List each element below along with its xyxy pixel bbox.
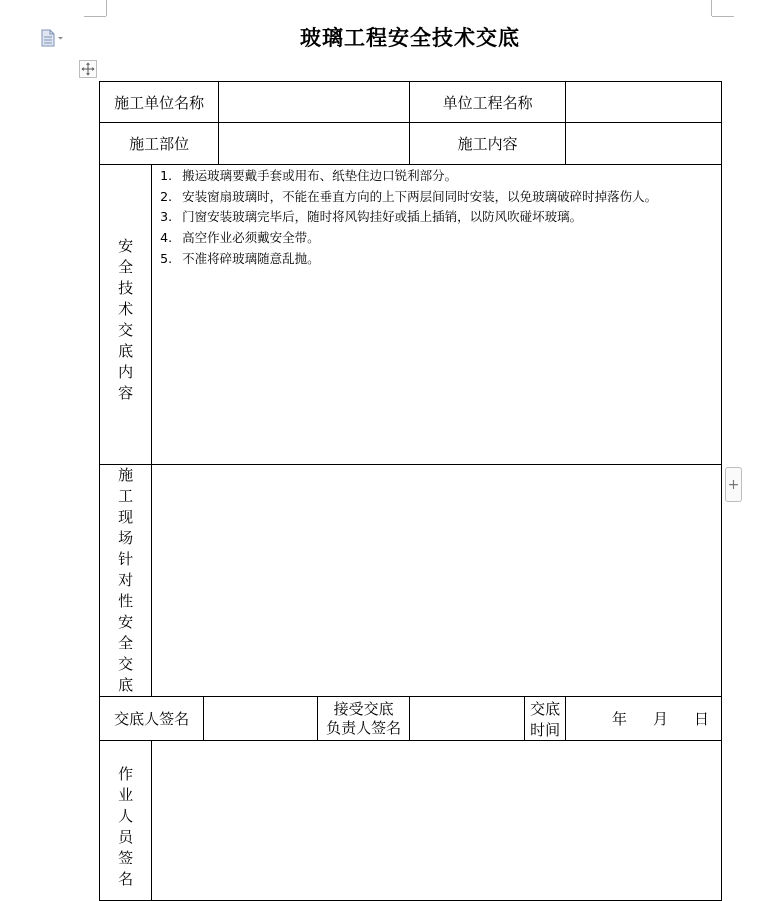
safety-item-number: 1. (160, 168, 173, 183)
safety-content-label (100, 165, 152, 465)
disclosure-time-label: 交底时间 (524, 697, 566, 741)
site-label-char: 工 (118, 487, 134, 505)
safety-item-number: 2. (160, 188, 173, 204)
safety-label-char: 术 (118, 299, 134, 318)
margin-corner-top-right-vertical (711, 0, 712, 16)
site-label-char: 针 (118, 550, 134, 568)
site-label-char: 场 (118, 529, 134, 547)
workers-label-char: 人 (118, 806, 134, 825)
year-label: 年 (611, 710, 627, 728)
site-label-char: 全 (118, 634, 134, 652)
safety-item-number: 5. (160, 250, 173, 266)
disclosure-date-field[interactable] (566, 697, 722, 741)
unit-name-field[interactable] (219, 82, 410, 123)
plus-icon: + (727, 476, 740, 493)
workers-label-char: 员 (118, 827, 134, 846)
safety-item (160, 187, 721, 208)
add-row-button[interactable] (725, 467, 742, 502)
site-label-char: 安 (118, 613, 134, 631)
site-label-char: 交 (118, 655, 134, 673)
construction-content-label: 施工内容 (409, 123, 566, 165)
workers-label-char: 签 (118, 848, 134, 867)
safety-item (160, 207, 721, 228)
safety-label-char: 技 (118, 278, 134, 297)
document-title: 玻璃工程安全技术交底 (300, 25, 520, 50)
receiver-label-line2: 负责人签名 (326, 718, 402, 737)
move-arrows-icon (81, 62, 95, 76)
safety-item-text: 门窗安装玻璃完毕后，随时将风钩挂好或插上插销，以防风吹碰坏玻璃。 (182, 209, 583, 225)
project-name-field[interactable] (566, 82, 722, 123)
safety-item-text: 安装窗扇玻璃时，不能在垂直方向的上下两层间同时安装，以免玻璃破碎时掉落伤人。 (182, 188, 658, 204)
safety-label-char: 全 (118, 257, 134, 276)
site-label-char: 底 (118, 676, 134, 694)
receiver-label-line1: 接受交底 (333, 699, 394, 718)
construction-part-label: 施工部位 (100, 123, 219, 165)
margin-corner-top-right (712, 0, 734, 17)
site-label-char: 性 (118, 592, 134, 610)
project-name-label: 单位工程名称 (409, 82, 566, 123)
workers-label-char: 名 (118, 869, 134, 888)
margin-corner-top-left (84, 0, 106, 17)
discloser-signature-label: 交底人签名 (100, 697, 204, 741)
day-label: 日 (693, 710, 709, 728)
safety-item-text: 搬运玻璃要戴手套或用布、纸垫住边口锐利部分。 (182, 168, 458, 183)
safety-content-cell[interactable] (152, 165, 722, 465)
receiver-signature-label (318, 697, 410, 741)
workers-label-char: 业 (118, 785, 134, 804)
site-safety-field[interactable] (152, 465, 722, 697)
safety-disclosure-table (99, 81, 722, 901)
safety-item-number: 3. (160, 209, 173, 225)
safety-item (160, 249, 721, 270)
safety-item (160, 228, 721, 249)
site-label-char: 对 (118, 571, 134, 589)
safety-label-char: 底 (118, 341, 134, 360)
safety-label-char: 交 (118, 320, 134, 339)
safety-label-char: 内 (118, 362, 134, 381)
discloser-signature-field[interactable] (204, 697, 318, 741)
site-safety-label (100, 465, 152, 697)
safety-item (160, 166, 721, 187)
safety-items-list (152, 165, 721, 270)
site-label-char: 施 (118, 466, 134, 484)
workers-label-char: 作 (118, 764, 134, 783)
month-label: 月 (652, 710, 668, 728)
workers-signature-field[interactable] (152, 741, 722, 901)
safety-item-number: 4. (160, 230, 173, 246)
safety-item-text: 高空作业必须戴安全带。 (182, 230, 320, 246)
margin-corner-top-left-vertical (106, 0, 107, 16)
safety-label-char: 安 (118, 236, 134, 255)
workers-signature-label (100, 741, 152, 901)
construction-part-field[interactable] (219, 123, 410, 165)
construction-content-field[interactable] (566, 123, 722, 165)
safety-label-char: 容 (118, 383, 134, 402)
table-move-handle[interactable] (79, 60, 97, 78)
safety-item-text: 不准将碎玻璃随意乱抛。 (182, 250, 320, 266)
site-label-char: 现 (118, 508, 134, 526)
receiver-signature-field[interactable] (409, 697, 524, 741)
unit-name-label: 施工单位名称 (100, 82, 219, 123)
